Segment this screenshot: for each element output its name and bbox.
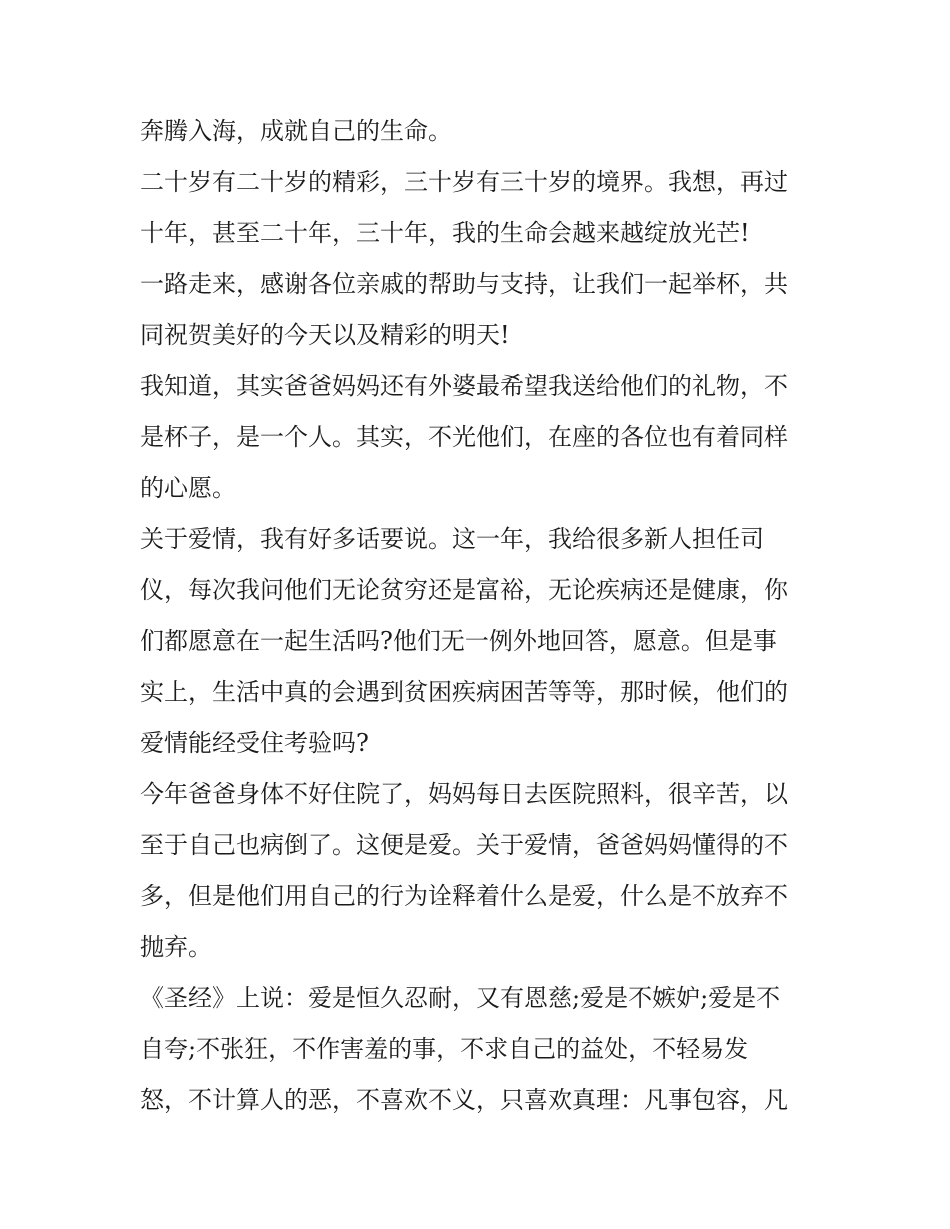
text-line-14: 今年爸爸身体不好住院了，妈妈每日去医院照料，很辛苦，以 [140,780,788,808]
text-line-4: 一路走来，感谢各位亲戚的帮助与支持，让我们一起举杯，共 [140,270,788,298]
text-line-8: 的心愿。 [140,474,236,502]
text-line-9: 关于爱情，我有好多话要说。这一年，我给很多新人担任司 [140,525,764,553]
text-line-11: 们都愿意在一起生活吗?他们无一例外地回答，愿意。但是事 [140,627,777,655]
text-line-2: 二十岁有二十岁的精彩，三十岁有三十岁的境界。我想，再过 [140,168,788,196]
text-line-6: 我知道，其实爸爸妈妈还有外婆最希望我送给他们的礼物，不 [140,372,788,400]
text-line-5: 同祝贺美好的今天以及精彩的明天! [140,321,510,349]
text-line-19: 自夸;不张狂，不作害羞的事，不求自己的益处，不轻易发 [140,1035,749,1063]
text-line-3: 十年，甚至二十年，三十年，我的生命会越来越绽放光芒! [140,219,750,247]
text-line-20: 怒，不计算人的恶，不喜欢不义，只喜欢真理：凡事包容，凡 [140,1086,788,1114]
text-line-13: 爱情能经受住考验吗? [140,729,369,757]
text-line-15: 至于自己也病倒了。这便是爱。关于爱情，爸爸妈妈懂得的不 [140,831,788,859]
text-line-7: 是杯子，是一个人。其实，不光他们，在座的各位也有着同样 [140,423,788,451]
document-body [140,106,812,1126]
text-line-18: 《圣经》上说：爱是恒久忍耐，又有恩慈;爱是不嫉妒;爱是不 [140,984,781,1012]
text-line-16: 多，但是他们用自己的行为诠释着什么是爱，什么是不放弃不 [140,882,788,910]
text-line-12: 实上，生活中真的会遇到贫困疾病困苦等等，那时候，他们的 [140,678,788,706]
text-line-17: 抛弃。 [140,933,212,961]
text-line-1: 奔腾入海，成就自己的生命。 [140,117,452,145]
text-line-10: 仪，每次我问他们无论贫穷还是富裕，无论疾病还是健康，你 [140,576,788,604]
